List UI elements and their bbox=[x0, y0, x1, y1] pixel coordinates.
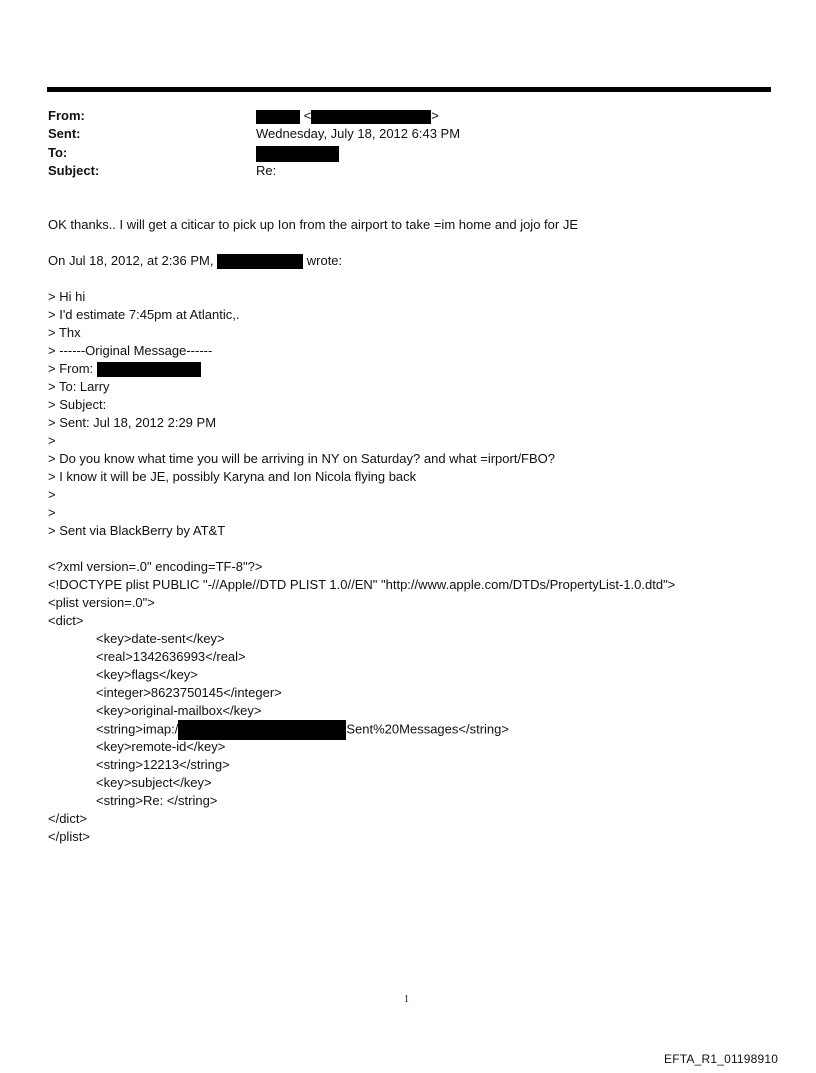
sent-value: Wednesday, July 18, 2012 6:43 PM bbox=[256, 126, 461, 141]
quoted-line: > To: Larry bbox=[48, 379, 110, 394]
quoted-line: > Sent: Jul 18, 2012 2:29 PM bbox=[48, 415, 217, 430]
plist-line: <key>date-sent</key> bbox=[96, 631, 225, 646]
bates-number: EFTA_R1_01198910 bbox=[664, 1052, 779, 1066]
from-bracket-open: < bbox=[303, 108, 312, 123]
plist-line: <string>Re: </string> bbox=[96, 793, 218, 808]
attribution-prefix: On Jul 18, 2012, at 2:36 PM, bbox=[48, 253, 214, 268]
subject-label: Subject: bbox=[48, 163, 100, 178]
plist-line: <dict> bbox=[48, 613, 84, 628]
redaction-box bbox=[217, 254, 303, 269]
quoted-line: > I'd estimate 7:45pm at Atlantic,. bbox=[48, 307, 240, 322]
mailbox-suffix: Sent%20Messages</string> bbox=[346, 721, 509, 737]
quoted-from-line bbox=[48, 360, 201, 378]
page-number: 1 bbox=[404, 994, 409, 1005]
plist-line: <integer>8623750145</integer> bbox=[96, 685, 282, 700]
quoted-line: > Sent via BlackBerry by AT&T bbox=[48, 523, 226, 538]
quoted-from-label: > From: bbox=[48, 361, 94, 376]
plist-line: </plist> bbox=[48, 829, 90, 844]
plist-line: <key>remote-id</key> bbox=[96, 739, 226, 754]
quoted-line: > Subject: bbox=[48, 397, 107, 412]
plist-line: <plist version=.0"> bbox=[48, 595, 155, 610]
sent-label: Sent: bbox=[48, 126, 81, 141]
plist-line: <string>12213</string> bbox=[96, 757, 230, 772]
from-label: From: bbox=[48, 108, 85, 123]
attribution-suffix: wrote: bbox=[306, 253, 343, 268]
plist-line: <!DOCTYPE plist PUBLIC "-//Apple//DTD PLIST 1.0//EN" "http://www.apple.com/DTDs/PropertyList-1.0.dtd"> bbox=[48, 577, 676, 592]
quoted-line: > bbox=[48, 433, 56, 448]
mailbox-prefix: <string>imap:/ bbox=[96, 721, 179, 737]
quoted-line: > I know it will be JE, possibly Karyna and Ion Nicola flying back bbox=[48, 469, 417, 484]
plist-line: <key>original-mailbox</key> bbox=[96, 703, 262, 718]
redaction-box bbox=[178, 720, 346, 740]
plist-line: <real>1342636993</real> bbox=[96, 649, 246, 664]
redaction-box bbox=[311, 110, 431, 124]
quoted-line: > ------Original Message------ bbox=[48, 343, 213, 358]
plist-line: </dict> bbox=[48, 811, 88, 826]
redaction-box bbox=[256, 110, 300, 124]
redaction-box bbox=[97, 362, 201, 377]
reply-text: OK thanks.. I will get a citicar to pick up Ion from the airport to take =im home and jojo for JE bbox=[48, 217, 578, 232]
quoted-line: > bbox=[48, 505, 56, 520]
to-label: To: bbox=[48, 145, 68, 160]
subject-value: Re: bbox=[256, 163, 277, 178]
from-value bbox=[256, 107, 439, 125]
to-value bbox=[256, 144, 339, 162]
quoted-line: > Thx bbox=[48, 325, 81, 340]
header-rule bbox=[47, 87, 771, 92]
plist-line: <key>flags</key> bbox=[96, 667, 198, 682]
quote-attribution bbox=[48, 252, 342, 270]
quoted-line: > bbox=[48, 487, 56, 502]
from-bracket-close: > bbox=[431, 108, 439, 123]
quoted-line: > Hi hi bbox=[48, 289, 86, 304]
plist-line: <key>subject</key> bbox=[96, 775, 212, 790]
plist-mailbox-line bbox=[96, 720, 509, 740]
plist-line: <?xml version=.0" encoding=TF-8"?> bbox=[48, 559, 263, 574]
redaction-box bbox=[256, 146, 339, 162]
quoted-line: > Do you know what time you will be arriving in NY on Saturday? and what =irport/FBO? bbox=[48, 451, 556, 466]
